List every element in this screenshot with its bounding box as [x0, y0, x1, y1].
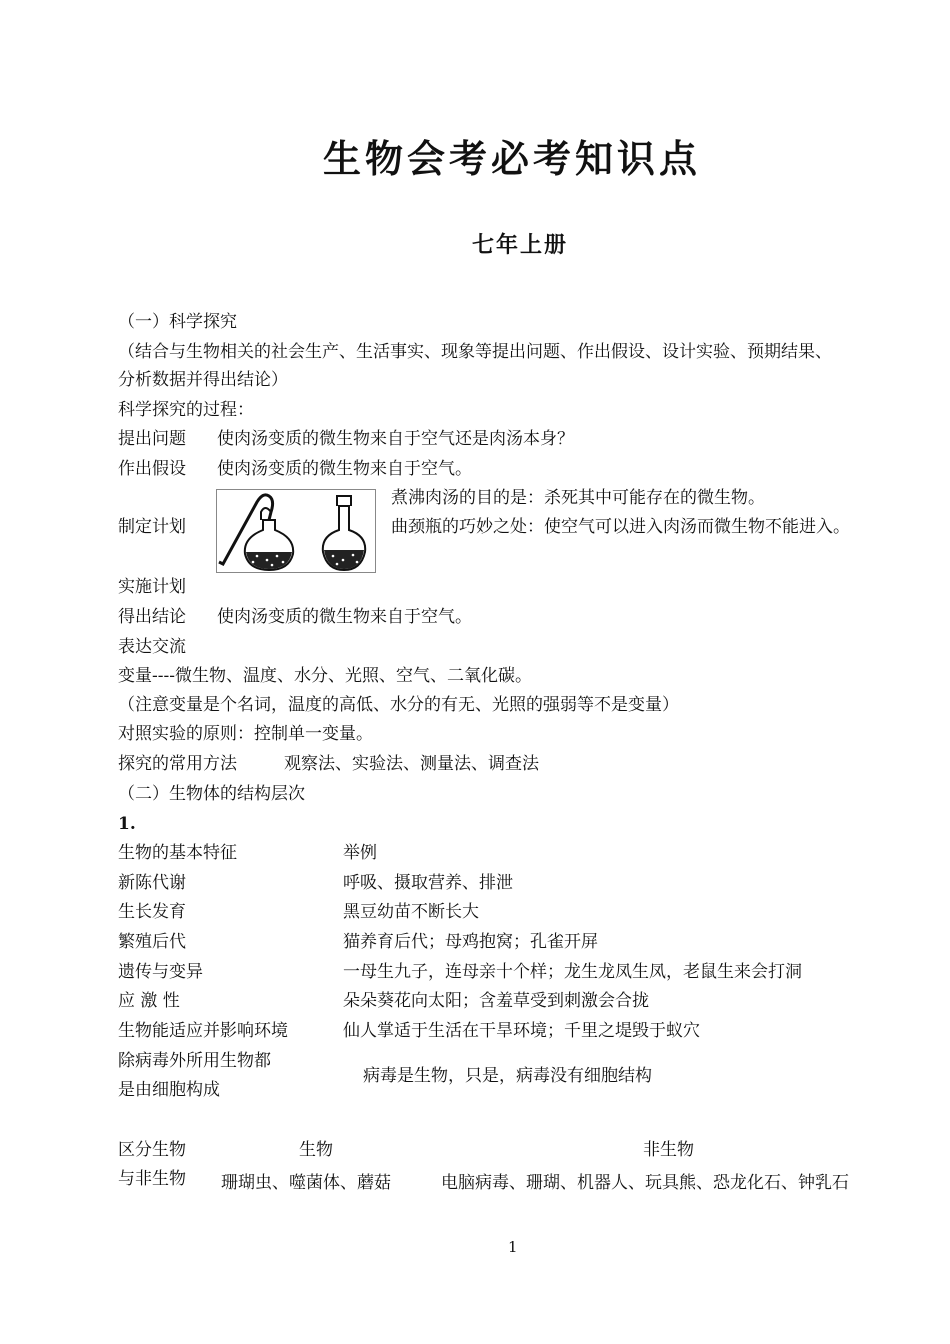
process-heading: 科学探究的过程： [118, 400, 254, 420]
table-cell-feature: 生长发育 [118, 902, 186, 922]
step-text: 使肉汤变质的微生物来自于空气还是肉汤本身？ [217, 429, 574, 449]
step-label: 表达交流 [118, 637, 186, 657]
methods-label: 探究的常用方法 [118, 754, 237, 774]
plan-note-swan-neck: 曲颈瓶的巧妙之处：使空气可以进入肉汤而微生物不能进入。 [391, 517, 850, 537]
table-cell-example: 朵朵葵花向太阳；含羞草受到刺激会合拢 [343, 991, 649, 1011]
variables-note: （注意变量是个名词，温度的高低、水分的有无、光照的强弱等不是变量） [118, 695, 679, 715]
item-number: 1. [118, 814, 136, 834]
intro-text-line1: （结合与生物相关的社会生产、生活事实、现象等提出问题、作出假设、设计实验、预期结果、 [118, 342, 832, 362]
table-cell-example: 呼吸、摄取营养、排泄 [343, 873, 513, 893]
table-cell-feature: 繁殖后代 [118, 932, 186, 952]
nonliving-examples: 电脑病毒、珊瑚、机器人、玩具熊、恐龙化石、钟乳石 [441, 1173, 849, 1193]
living-header: 生物 [299, 1140, 333, 1160]
page-number: 1 [508, 1238, 518, 1256]
step-label: 实施计划 [118, 577, 186, 597]
step-label: 作出假设 [118, 459, 186, 479]
table-cell-feature: 应 激 性 [118, 991, 180, 1011]
plan-note-boiling: 煮沸肉汤的目的是：杀死其中可能存在的微生物。 [391, 488, 765, 508]
page-title: 生物会考必考知识点 [322, 137, 701, 181]
table-cell-example: 一母生九子，连母亲十个样；龙生龙凤生凤，老鼠生来会打洞 [343, 962, 802, 982]
swan-neck-flask-illustration [216, 489, 376, 573]
cell-feature-line1: 除病毒外所用生物都 [118, 1051, 271, 1071]
step-label: 提出问题 [118, 429, 186, 449]
step-text: 使肉汤变质的微生物来自于空气。 [217, 459, 472, 479]
control-principle: 对照实验的原则：控制单一变量。 [118, 724, 373, 744]
table-cell-feature: 生物能适应并影响环境 [118, 1021, 288, 1041]
table-header-feature: 生物的基本特征 [118, 843, 237, 863]
table-cell-feature: 遗传与变异 [118, 962, 203, 982]
methods-list: 观察法、实验法、测量法、调查法 [284, 754, 539, 774]
step-text: 使肉汤变质的微生物来自于空气。 [217, 607, 472, 627]
page-subtitle: 七年上册 [471, 233, 568, 258]
step-label: 制定计划 [118, 517, 186, 537]
step-label: 得出结论 [118, 607, 186, 627]
cell-example-virus: 病毒是生物，只是，病毒没有细胞结构 [363, 1066, 652, 1086]
section-heading-science-inquiry: （一）科学探究 [118, 312, 237, 332]
variables-text: 变量----微生物、温度、水分、光照、空气、二氧化碳。 [118, 666, 532, 686]
table-header-example: 举例 [343, 843, 377, 863]
flask-diagram-icon [217, 490, 375, 572]
distinguish-label-line2: 与非生物 [118, 1169, 186, 1189]
distinguish-label-line1: 区分生物 [118, 1140, 186, 1160]
table-cell-example: 黑豆幼苗不断长大 [343, 902, 479, 922]
table-cell-example: 仙人掌适于生活在干旱环境；千里之堤毁于蚁穴 [343, 1021, 700, 1041]
living-examples: 珊瑚虫、噬菌体、蘑菇 [221, 1173, 391, 1193]
cell-feature-line2: 是由细胞构成 [118, 1080, 220, 1100]
table-cell-example: 猫养育后代；母鸡抱窝；孔雀开屏 [343, 932, 598, 952]
table-cell-feature: 新陈代谢 [118, 873, 186, 893]
intro-text-line2: 分析数据并得出结论） [118, 370, 288, 390]
nonliving-header: 非生物 [643, 1140, 694, 1160]
section-heading-structure: （二）生物体的结构层次 [118, 784, 305, 804]
